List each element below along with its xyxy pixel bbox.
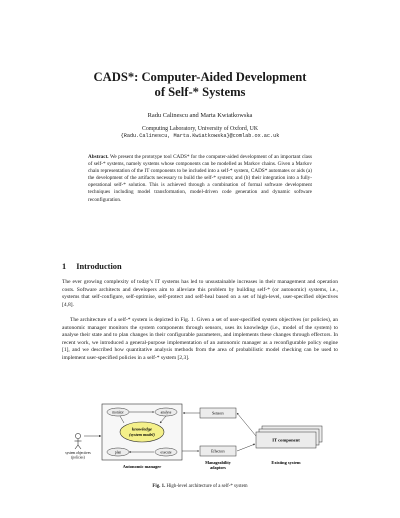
execute-label: execute bbox=[160, 450, 172, 455]
system-objectives-icon bbox=[75, 433, 82, 449]
it-component-label: IT component bbox=[272, 437, 300, 443]
architecture-figure bbox=[62, 398, 338, 474]
policies-label: (policies) bbox=[71, 455, 85, 460]
analyse-label: analyse bbox=[160, 410, 172, 415]
authors: Radu Calinescu and Marta Kwiatkowska bbox=[147, 112, 253, 119]
title-line-2: of Self-* Systems bbox=[154, 85, 246, 99]
section-title: Introduction bbox=[76, 262, 122, 271]
paragraph-2: The architecture of a self-* system is depicted in Fig. 1. Given a set of user-specified system objectives (or policies), an autonomic manager monitors the system components through sensors, uses its knowledge (i.e., model of the system) to analyse their state and to plan changes in their configurable parameters, and implements these changes through effectors. In recent work, we introduced a general-purpose implementation of an autonomic manager as a reconfigurable policy engine [1], and we described how quantitative analysis methods from the area of probabilistic model checking can be used to implement user-specified policies in a self-* system [2,3]. bbox=[62, 317, 338, 361]
sensors-label: Sensors bbox=[212, 411, 224, 416]
section-heading bbox=[62, 262, 122, 271]
knowledge-sublabel: (system model) bbox=[129, 432, 155, 437]
effectors-label: Effectors bbox=[211, 449, 225, 454]
abstract-text: We present the prototype tool CADS* for the computer-aided development of an important class of self-* systems, namely systems whose components can be modelled as Markov chains. Given a Markov chain representation of the IT components to be included into a self-* system, CADS* automates or aids (a) the development of the artifacts necessary to build the self-* system; and (b) their integration into a fully-operational self-* solution. This is achieved through a combination of formal software development techniques including model transformation, model-driven code generation and dynamic software reconfiguration. bbox=[88, 154, 312, 203]
figure-caption-text: High-level architecture of a self-* system bbox=[166, 484, 248, 489]
affiliation: Computing Laboratory, University of Oxford, UK bbox=[141, 126, 259, 132]
paper-title bbox=[60, 70, 340, 100]
figure-caption bbox=[62, 484, 338, 489]
adaptors-label: adaptors bbox=[210, 465, 226, 470]
autonomic-manager-label: Autonomic manager bbox=[122, 464, 162, 469]
paragraph-1: The ever growing complexity of today’s IT systems has led to unsustainable increases in their management and operation costs. Software architects and developers aim to alleviate this problem by building self-* (or autonomic) systems, i.e., systems that self-configure, self-optimise, self-protect and self-heal based on a set of high-level, user-specified objectives [4,8]. bbox=[62, 279, 338, 308]
manageability-label: Manageability bbox=[205, 460, 231, 465]
affiliation-block bbox=[60, 126, 340, 141]
plan-label: plan bbox=[114, 450, 122, 455]
system-objectives-label: system objectives bbox=[65, 451, 91, 455]
monitor-label: monitor bbox=[112, 410, 124, 415]
abstract-label: Abstract. bbox=[88, 154, 109, 160]
existing-system-label: Existing system bbox=[271, 460, 301, 465]
abstract bbox=[88, 154, 312, 204]
author-emails: {Radu.Calinescu, Marta.Kwiatkowska}@comlab.ox.ac.uk bbox=[120, 133, 280, 140]
section-number: 1 bbox=[62, 262, 67, 271]
title-line-1: CADS*: Computer-Aided Development bbox=[93, 70, 307, 84]
figure-caption-label: Fig. 1. bbox=[152, 484, 166, 489]
knowledge-label: knowledge bbox=[131, 426, 153, 432]
